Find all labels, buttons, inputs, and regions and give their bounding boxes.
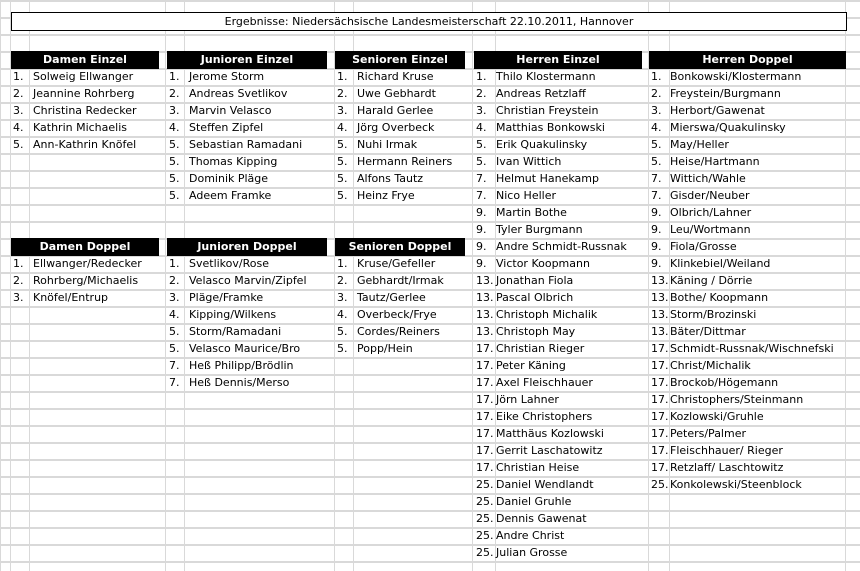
participant-name: Harald Gerlee bbox=[357, 104, 434, 117]
result-row bbox=[167, 306, 327, 323]
participant-name: Christ/Michalik bbox=[670, 359, 751, 372]
participant-name: Jonathan Fiola bbox=[496, 274, 574, 287]
participant-name: Erik Quakulinsky bbox=[496, 138, 588, 151]
participant-name: Uwe Gebhardt bbox=[357, 87, 436, 100]
rank: 25. bbox=[476, 478, 494, 491]
result-row bbox=[649, 374, 846, 391]
rank: 5. bbox=[337, 189, 348, 202]
participant-name: Kipping/Wilkens bbox=[189, 308, 277, 321]
result-row bbox=[167, 68, 327, 85]
result-row bbox=[335, 170, 465, 187]
rank: 1. bbox=[13, 70, 24, 83]
result-row bbox=[474, 68, 642, 85]
participant-name: Julian Grosse bbox=[496, 546, 568, 559]
result-row bbox=[649, 289, 846, 306]
result-row bbox=[11, 289, 159, 306]
rank: 3. bbox=[13, 104, 24, 117]
participant-name: Heinz Frye bbox=[357, 189, 415, 202]
rank: 17. bbox=[651, 393, 669, 406]
result-row bbox=[474, 425, 642, 442]
participant-name: Axel Fleischhauer bbox=[496, 376, 593, 389]
participant-name: Olbrich/Lahner bbox=[670, 206, 752, 219]
rank: 3. bbox=[169, 291, 180, 304]
result-row bbox=[649, 476, 846, 493]
rank: 9. bbox=[476, 223, 487, 236]
rank: 13. bbox=[476, 291, 494, 304]
rank: 17. bbox=[476, 359, 494, 372]
rank: 25. bbox=[476, 546, 494, 559]
result-row bbox=[474, 493, 642, 510]
result-row bbox=[649, 442, 846, 459]
rank: 1. bbox=[169, 257, 180, 270]
participant-name: Klinkebiel/Weiland bbox=[670, 257, 771, 270]
participant-name: Retzlaff/ Laschtowitz bbox=[670, 461, 784, 474]
participant-name: Ann-Kathrin Knöfel bbox=[33, 138, 137, 151]
result-row bbox=[335, 289, 465, 306]
result-row bbox=[474, 153, 642, 170]
result-row bbox=[167, 85, 327, 102]
result-row bbox=[649, 323, 846, 340]
result-row bbox=[167, 153, 327, 170]
participant-name: Dominik Pläge bbox=[189, 172, 269, 185]
participant-name: Bothe/ Koopmann bbox=[670, 291, 769, 304]
participant-name: May/Heller bbox=[670, 138, 729, 151]
rank: 2. bbox=[337, 274, 348, 287]
participant-name: Thomas Kipping bbox=[189, 155, 278, 168]
rank: 5. bbox=[476, 155, 487, 168]
rank: 7. bbox=[651, 189, 662, 202]
result-row bbox=[167, 272, 327, 289]
result-row bbox=[649, 102, 846, 119]
rank: 5. bbox=[13, 138, 24, 151]
rank: 7. bbox=[169, 376, 180, 389]
rank: 7. bbox=[476, 189, 487, 202]
result-row bbox=[167, 255, 327, 272]
participant-name: Christina Redecker bbox=[33, 104, 137, 117]
result-row bbox=[474, 323, 642, 340]
result-row bbox=[649, 340, 846, 357]
participant-name: Storm/Ramadani bbox=[189, 325, 282, 338]
result-row bbox=[649, 459, 846, 476]
rank: 3. bbox=[13, 291, 24, 304]
rank: 3. bbox=[337, 104, 348, 117]
result-row bbox=[335, 85, 465, 102]
result-row bbox=[474, 510, 642, 527]
participant-name: Victor Koopmann bbox=[496, 257, 590, 270]
participant-name: Heise/Hartmann bbox=[670, 155, 760, 168]
rank: 2. bbox=[169, 87, 180, 100]
participant-name: Ivan Wittich bbox=[496, 155, 562, 168]
rank: 17. bbox=[476, 376, 494, 389]
participant-name: Dennis Gawenat bbox=[496, 512, 587, 525]
result-row bbox=[649, 306, 846, 323]
result-row bbox=[474, 476, 642, 493]
result-row bbox=[335, 187, 465, 204]
rank: 9. bbox=[476, 240, 487, 253]
result-row bbox=[335, 68, 465, 85]
damen-doppel-header: Damen Doppel bbox=[11, 238, 159, 256]
participant-name: Marvin Velasco bbox=[189, 104, 272, 117]
participant-name: Andre Christ bbox=[496, 529, 565, 542]
participant-name: Richard Kruse bbox=[357, 70, 434, 83]
result-row bbox=[474, 187, 642, 204]
participant-name: Knöfel/Entrup bbox=[33, 291, 109, 304]
participant-name: Nico Heller bbox=[496, 189, 557, 202]
participant-name: Kathrin Michaelis bbox=[33, 121, 128, 134]
result-row bbox=[11, 85, 159, 102]
participant-name: Sebastian Ramadani bbox=[189, 138, 303, 151]
rank: 13. bbox=[476, 325, 494, 338]
participant-name: Eike Christophers bbox=[496, 410, 593, 423]
result-row bbox=[649, 221, 846, 238]
rank: 2. bbox=[337, 87, 348, 100]
result-row bbox=[649, 408, 846, 425]
participant-name: Hermann Reiners bbox=[357, 155, 453, 168]
result-row bbox=[11, 272, 159, 289]
participant-name: Velasco Marvin/Zipfel bbox=[189, 274, 307, 287]
result-row bbox=[335, 272, 465, 289]
result-row bbox=[474, 408, 642, 425]
junioren-doppel-header: Junioren Doppel bbox=[167, 238, 327, 256]
result-row bbox=[649, 238, 846, 255]
rank: 4. bbox=[651, 121, 662, 134]
participant-name: Peters/Palmer bbox=[670, 427, 746, 440]
participant-name: Solweig Ellwanger bbox=[33, 70, 134, 83]
rank: 13. bbox=[651, 291, 669, 304]
result-row bbox=[649, 170, 846, 187]
rank: 3. bbox=[651, 104, 662, 117]
rank: 7. bbox=[651, 172, 662, 185]
rank: 2. bbox=[476, 87, 487, 100]
result-row bbox=[167, 119, 327, 136]
result-row bbox=[474, 204, 642, 221]
result-row bbox=[11, 102, 159, 119]
participant-name: Helmut Hanekamp bbox=[496, 172, 599, 185]
participant-name: Christian Freystein bbox=[496, 104, 599, 117]
rank: 4. bbox=[13, 121, 24, 134]
result-row bbox=[649, 255, 846, 272]
result-row bbox=[649, 187, 846, 204]
result-row bbox=[474, 374, 642, 391]
result-row bbox=[649, 85, 846, 102]
rank: 2. bbox=[169, 274, 180, 287]
rank: 13. bbox=[651, 274, 669, 287]
rank: 5. bbox=[169, 342, 180, 355]
result-row bbox=[167, 323, 327, 340]
rank: 1. bbox=[476, 70, 487, 83]
participant-name: Svetlikov/Rose bbox=[189, 257, 269, 270]
rank: 25. bbox=[651, 478, 669, 491]
rank: 17. bbox=[651, 410, 669, 423]
result-row bbox=[335, 340, 465, 357]
participant-name: Jörg Overbeck bbox=[357, 121, 435, 134]
result-row bbox=[649, 136, 846, 153]
participant-name: Overbeck/Frye bbox=[357, 308, 437, 321]
rank: 9. bbox=[651, 206, 662, 219]
result-row bbox=[649, 204, 846, 221]
rank: 2. bbox=[13, 87, 24, 100]
result-row bbox=[11, 68, 159, 85]
result-row bbox=[474, 238, 642, 255]
rank: 9. bbox=[476, 257, 487, 270]
result-row bbox=[167, 289, 327, 306]
rank: 13. bbox=[476, 274, 494, 287]
rank: 17. bbox=[651, 376, 669, 389]
result-row bbox=[335, 119, 465, 136]
rank: 1. bbox=[651, 70, 662, 83]
rank: 9. bbox=[651, 257, 662, 270]
rank: 9. bbox=[651, 223, 662, 236]
participant-name: Martin Bothe bbox=[496, 206, 567, 219]
result-row bbox=[11, 119, 159, 136]
rank: 5. bbox=[337, 138, 348, 151]
participant-name: Bäter/Dittmar bbox=[670, 325, 746, 338]
participant-name: Rohrberg/Michaelis bbox=[33, 274, 139, 287]
result-row bbox=[649, 272, 846, 289]
herren-einzel-header: Herren Einzel bbox=[474, 51, 642, 69]
participant-name: Gisder/Neuber bbox=[670, 189, 750, 202]
result-row bbox=[335, 255, 465, 272]
rank: 3. bbox=[169, 104, 180, 117]
rank: 1. bbox=[13, 257, 24, 270]
rank: 9. bbox=[476, 206, 487, 219]
participant-name: Daniel Gruhle bbox=[496, 495, 572, 508]
result-row bbox=[649, 391, 846, 408]
result-row bbox=[335, 323, 465, 340]
result-row bbox=[167, 187, 327, 204]
participant-name: Nuhi Irmak bbox=[357, 138, 418, 151]
participant-name: Heß Philipp/Brödlin bbox=[189, 359, 294, 372]
participant-name: Velasco Maurice/Bro bbox=[189, 342, 301, 355]
rank: 17. bbox=[476, 393, 494, 406]
rank: 25. bbox=[476, 529, 494, 542]
rank: 25. bbox=[476, 495, 494, 508]
result-row bbox=[474, 459, 642, 476]
participant-name: Pascal Olbrich bbox=[496, 291, 574, 304]
result-row bbox=[474, 289, 642, 306]
senioren-doppel-header: Senioren Doppel bbox=[335, 238, 465, 256]
participant-name: Cordes/Reiners bbox=[357, 325, 440, 338]
rank: 4. bbox=[476, 121, 487, 134]
rank: 17. bbox=[476, 342, 494, 355]
participant-name: Gebhardt/Irmak bbox=[357, 274, 444, 287]
rank: 5. bbox=[651, 138, 662, 151]
junioren-einzel-header: Junioren Einzel bbox=[167, 51, 327, 69]
participant-name: Christophers/Steinmann bbox=[670, 393, 804, 406]
rank: 5. bbox=[337, 172, 348, 185]
result-row bbox=[649, 153, 846, 170]
damen-einzel-header: Damen Einzel bbox=[11, 51, 159, 69]
result-row bbox=[167, 170, 327, 187]
result-row bbox=[474, 442, 642, 459]
participant-name: Fiola/Grosse bbox=[670, 240, 737, 253]
participant-name: Matthäus Kozlowski bbox=[496, 427, 604, 440]
participant-name: Leu/Wortmann bbox=[670, 223, 751, 236]
participant-name: Adeem Framke bbox=[189, 189, 272, 202]
result-row bbox=[649, 425, 846, 442]
participant-name: Gerrit Laschatowitz bbox=[496, 444, 603, 457]
participant-name: Jerome Storm bbox=[189, 70, 265, 83]
herren-doppel-header: Herren Doppel bbox=[649, 51, 846, 69]
participant-name: Freystein/Burgmann bbox=[670, 87, 781, 100]
participant-name: Herbort/Gawenat bbox=[670, 104, 765, 117]
participant-name: Mierswa/Quakulinsky bbox=[670, 121, 786, 134]
participant-name: Storm/Brozinski bbox=[670, 308, 757, 321]
rank: 4. bbox=[337, 308, 348, 321]
result-row bbox=[167, 340, 327, 357]
page-title: Ergebnisse: Niedersächsische Landesmeisterschaft 22.10.2011, Hannover bbox=[11, 12, 847, 31]
result-row bbox=[167, 374, 327, 391]
participant-name: Popp/Hein bbox=[357, 342, 413, 355]
participant-name: Kruse/Gefeller bbox=[357, 257, 436, 270]
rank: 17. bbox=[476, 410, 494, 423]
rank: 17. bbox=[651, 444, 669, 457]
rank: 17. bbox=[651, 359, 669, 372]
rank: 5. bbox=[169, 155, 180, 168]
rank: 17. bbox=[476, 444, 494, 457]
rank: 1. bbox=[169, 70, 180, 83]
rank: 1. bbox=[337, 257, 348, 270]
result-row bbox=[649, 119, 846, 136]
rank: 3. bbox=[476, 104, 487, 117]
rank: 17. bbox=[651, 342, 669, 355]
rank: 9. bbox=[651, 240, 662, 253]
result-row bbox=[167, 102, 327, 119]
rank: 3. bbox=[337, 291, 348, 304]
result-row bbox=[474, 306, 642, 323]
rank: 7. bbox=[169, 359, 180, 372]
result-row bbox=[649, 68, 846, 85]
participant-name: Konkolewski/Steenblock bbox=[670, 478, 802, 491]
result-row bbox=[474, 391, 642, 408]
participant-name: Christoph Michalik bbox=[496, 308, 598, 321]
rank: 17. bbox=[476, 427, 494, 440]
result-row bbox=[474, 85, 642, 102]
participant-name: Schmidt-Russnak/Wischnefski bbox=[670, 342, 834, 355]
rank: 25. bbox=[476, 512, 494, 525]
rank: 7. bbox=[476, 172, 487, 185]
result-row bbox=[649, 357, 846, 374]
rank: 1. bbox=[337, 70, 348, 83]
rank: 4. bbox=[169, 121, 180, 134]
participant-name: Andreas Svetlikov bbox=[189, 87, 288, 100]
result-row bbox=[335, 102, 465, 119]
result-row bbox=[11, 136, 159, 153]
result-row bbox=[474, 102, 642, 119]
rank: 2. bbox=[651, 87, 662, 100]
participant-name: Andreas Retzlaff bbox=[496, 87, 586, 100]
result-row bbox=[167, 357, 327, 374]
participant-name: Fleischhauer/ Rieger bbox=[670, 444, 783, 457]
result-row bbox=[335, 153, 465, 170]
participant-name: Daniel Wendlandt bbox=[496, 478, 594, 491]
participant-name: Käning / Dörrie bbox=[670, 274, 753, 287]
rank: 4. bbox=[337, 121, 348, 134]
participant-name: Andre Schmidt-Russnak bbox=[496, 240, 627, 253]
result-row bbox=[474, 136, 642, 153]
participant-name: Christoph May bbox=[496, 325, 576, 338]
participant-name: Wittich/Wahle bbox=[670, 172, 746, 185]
participant-name: Jörn Lahner bbox=[496, 393, 559, 406]
result-row bbox=[167, 136, 327, 153]
result-row bbox=[335, 136, 465, 153]
result-row bbox=[11, 255, 159, 272]
result-row bbox=[474, 544, 642, 561]
participant-name: Peter Käning bbox=[496, 359, 566, 372]
rank: 5. bbox=[337, 155, 348, 168]
rank: 5. bbox=[337, 325, 348, 338]
participant-name: Tautz/Gerlee bbox=[357, 291, 426, 304]
result-row bbox=[474, 527, 642, 544]
participant-name: Heß Dennis/Merso bbox=[189, 376, 290, 389]
rank: 13. bbox=[651, 325, 669, 338]
rank: 5. bbox=[651, 155, 662, 168]
rank: 5. bbox=[169, 189, 180, 202]
participant-name: Jeannine Rohrberg bbox=[33, 87, 135, 100]
participant-name: Matthias Bonkowski bbox=[496, 121, 605, 134]
rank: 13. bbox=[651, 308, 669, 321]
participant-name: Kozlowski/Gruhle bbox=[670, 410, 764, 423]
result-row bbox=[474, 170, 642, 187]
participant-name: Thilo Klostermann bbox=[496, 70, 596, 83]
participant-name: Bonkowski/Klostermann bbox=[670, 70, 802, 83]
rank: 5. bbox=[337, 342, 348, 355]
rank: 13. bbox=[476, 308, 494, 321]
rank: 5. bbox=[476, 138, 487, 151]
result-row bbox=[474, 272, 642, 289]
participant-name: Steffen Zipfel bbox=[189, 121, 264, 134]
result-row bbox=[474, 340, 642, 357]
result-row bbox=[474, 255, 642, 272]
rank: 5. bbox=[169, 138, 180, 151]
result-row bbox=[474, 221, 642, 238]
participant-name: Christian Heise bbox=[496, 461, 580, 474]
result-row bbox=[474, 357, 642, 374]
result-row bbox=[474, 119, 642, 136]
result-row bbox=[335, 306, 465, 323]
rank: 2. bbox=[13, 274, 24, 287]
rank: 5. bbox=[169, 325, 180, 338]
participant-name: Brockob/Högemann bbox=[670, 376, 779, 389]
rank: 5. bbox=[169, 172, 180, 185]
participant-name: Alfons Tautz bbox=[357, 172, 424, 185]
rank: 17. bbox=[651, 427, 669, 440]
participant-name: Christian Rieger bbox=[496, 342, 585, 355]
participant-name: Tyler Burgmann bbox=[496, 223, 583, 236]
rank: 4. bbox=[169, 308, 180, 321]
participant-name: Ellwanger/Redecker bbox=[33, 257, 142, 270]
rank: 17. bbox=[476, 461, 494, 474]
senioren-einzel-header: Senioren Einzel bbox=[335, 51, 465, 69]
participant-name: Pläge/Framke bbox=[189, 291, 264, 304]
rank: 17. bbox=[651, 461, 669, 474]
